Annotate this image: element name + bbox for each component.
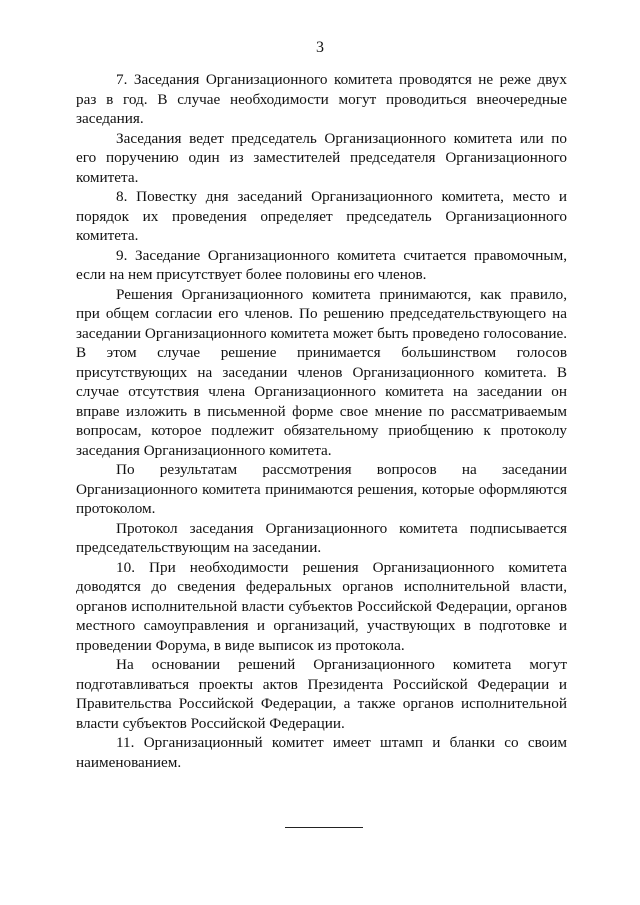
end-of-document-rule: [285, 827, 363, 828]
paragraph-9-quorum: 9. Заседание Организационного комитета считается правомочным, если на нем присутствует более половины его членов.: [76, 246, 567, 283]
paragraph-protocol-signature: Протокол заседания Организационного комитета подписывается председательствующим на заседании.: [76, 519, 567, 556]
page-number: 3: [316, 39, 324, 56]
paragraph-meeting-chair: Заседания ведет председатель Организационного комитета или по его поручению один из заместителей председателя Организационного комитета.: [76, 129, 567, 186]
paragraph-decisions: Решения Организационного комитета принимаются, как правило, при общем согласии его членов. По решению председательствующего на заседании Организационного комитета может быть проведено голосование. В этом случае решение принимается большинством голосов присутствующих на заседании членов Организационного комитета. В случае отсутствия члена Организационного комитета на заседании он вправе изложить в письменной форме свое мнение по рассматриваемым вопросам, которое подлежит обязательному приобщению к протоколу заседания Организационного комитета.: [76, 285, 567, 459]
paragraph-8-agenda: 8. Повестку дня заседаний Организационного комитета, место и порядок их проведения определяет председатель Организационного комитета.: [76, 188, 567, 244]
paragraph-10-distribution: 10. При необходимости решения Организационного комитета доводятся до сведения федеральных органов исполнительной власти, органов исполнительной власти субъектов Российской Федерации, органов местного самоуправления и организаций, участвующих в подготовке и проведении Форума, в виде выписок из протокола.: [76, 558, 567, 654]
paragraph-results: По результатам рассмотрения вопросов на заседании Организационного комитета принимаются решения, которые оформляются протоколом.: [76, 461, 567, 517]
paragraph-7-meetings: 7. Заседания Организационного комитета проводятся не реже двух раз в год. В случае необходимости могут проводиться внеочередные заседания.: [76, 71, 567, 127]
document-body: [76, 70, 567, 772]
paragraph-draft-acts: На основании решений Организационного комитета могут подготавливаться проекты актов Президента Российской Федерации и Правительства Российской Федерации, а также органов исполнительной власти субъектов Российской Федерации.: [76, 656, 567, 732]
paragraph-11-stamp: 11. Организационный комитет имеет штамп и бланки со своим наименованием.: [76, 734, 567, 771]
